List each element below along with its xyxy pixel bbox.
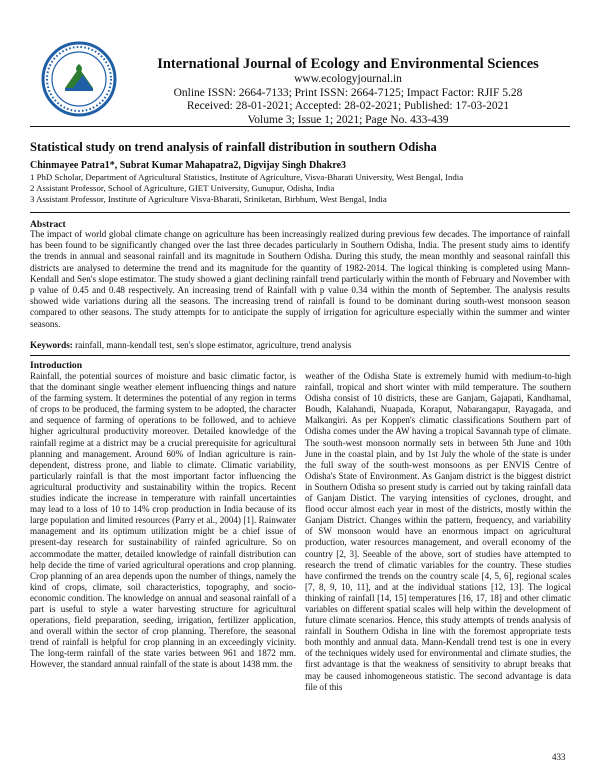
volume-line: Volume 3; Issue 1; 2021; Page No. 433-439 bbox=[247, 113, 449, 126]
article-title: Statistical study on trend analysis of rainfall distribution in southern Odisha bbox=[30, 140, 437, 154]
journal-name: International Journal of Ecology and Environmental Sciences bbox=[157, 56, 539, 72]
masthead-divider bbox=[30, 126, 570, 127]
abstract-heading: Abstract bbox=[30, 219, 66, 230]
affiliation-divider bbox=[30, 212, 570, 213]
keywords-divider bbox=[30, 355, 570, 356]
journal-masthead bbox=[128, 56, 568, 127]
author-list: Chinmayee Patra1*, Subrat Kumar Mahapatra2, Digvijay Singh Dhakre3 bbox=[30, 160, 347, 171]
keywords-label: Keywords: bbox=[30, 340, 73, 350]
keywords-text: rainfall, mann-kendall test, sen's slope estimator, agriculture, trend analysis bbox=[75, 340, 352, 350]
introduction-right-column: weather of the Odisha State is extremely humid with medium-to-high rainfall, tropical and short winter with mild temperature. The southern Odisha consist of 10 districts, these are Ganjam, Gajapati, Kandhamal, Boudh, Kalahandi, Nuapada, Koraput, Nabarangapur, Rayagada, and Malkangiri. As per Koppen's climatic classifications Southern part of Odisha comes under the AW having a tropical Savannah type of climate. The south-west monsoon normally sets in between 5th June and 10th June in the coastal plain, and by 1st July the whole of the state is under the full sway of the south-west monsoons as per ENVIS Centre of Odisha's State of Environment. As Ganjam district is the biggest district in Southern Odisha so present study is carried out by taking rainfall data of Ganjam Distict. The varying intensities of cyclones, drought, and flood occur almost each year in most of the districts, mostly within the Ganjam District. Changes within the pattern, frequency, and variability of SW monsoon would have an enormous impact on agricultural production, water resources management, and overall economy of the country [2, 3]. Seeable of the above, sort of studies have attempted to research the trend of climatic variables for the country. These studies have confirmed the trends on the country scale [4, 5, 6], regional scales [7, 8, 9, 10, 11], and at the individual stations [12, 13]. The logical thinking of rainfall [14, 15] temperatures [16, 17, 18] and other climatic variables on different spatial scales will help within the development of future climate scenarios. Hence, this study attempts of trends analysis of rainfall in Southern Odisha in line with the foremost appropriate tests both monthly and annual data. Mann-Kendall trend test is one in every of the techniques widely used for environmental and climate studies, the first advantage is that the weakness of sensitivity to abrupt breaks that may be caused inhomogeneous statistic. The second advantage is data file of this bbox=[305, 371, 571, 692]
issn-line: Online ISSN: 2664-7133; Print ISSN: 2664-7125; Impact Factor: RJIF 5.28 bbox=[173, 86, 523, 99]
dates-line: Received: 28-01-2021; Accepted: 28-02-2021; Published: 17-03-2021 bbox=[186, 100, 510, 113]
affiliation-2: 2 Assistant Professor, School of Agriculture, GIET University, Gunupur, Odisha, India bbox=[30, 183, 335, 193]
introduction-heading: Introduction bbox=[30, 360, 83, 371]
introduction-left-column: Rainfall, the potential sources of moisture and basic climatic factor, is that the dominant single weather element influencing things and nature of the farming system. It determines the potential of any region in terms of crops to be produced, the farming system to be adopted, the character and sequence of farming of operations to be followed, and to achieve higher agricultural productivity moreover. Detailed knowledge of the rainfall regime at a district may be a crucial prerequisite for agricultural planning and management. Around 60% of Indian agriculture is rain-dependent, distress prone, and liable to climate. Climatic variability, particularly rainfall is that the most important factor influencing the agricultural productivity and sustainability within the tropics. Recent studies indicate the increase in temperature with rainfall uncertainties may lead to a loss of 10 to 14% crop production in India because of its large population and limited resources (Parry et al., 2004) [1]. Rainwater management and its optimum utilization might be a chief issue of present-day research for sustainability of rainfed agriculture. So on accommodate the matter, detailed knowledge of rainfall distribution can help decide the time of varied agricultural operations and crop planning. Crop planning of an area depends upon the number of things, namely the kind of crops, climate, soil characteristics, topography, and socio-economic condition. The knowledge on annual and seasonal rainfall of a part is useful to style a water harvesting structure for agricultural operations, field preparation, seeding, irrigation, fertilizer application, and overall within the sector of crop planning. Therefore, the seasonal trend of rainfall is helpful for crop planning in an exceedingly vicinity. The long-term rainfall of the state varies between 961 and 1872 mm. However, the standard annual rainfall of the state is about 1438 mm. the bbox=[30, 371, 296, 670]
affiliation-1: 1 PhD Scholar, Department of Agricultural Statistics, Institute of Agriculture, Visva-Bharati University, West Bengal, India bbox=[30, 172, 464, 182]
journal-seal-icon bbox=[30, 40, 128, 118]
keywords-line bbox=[30, 340, 570, 350]
affiliation-3: 3 Assistant Professor, Institute of Agriculture Visva-Bharati, Sriniketan, Birbhum, West Bengal, India bbox=[30, 194, 387, 204]
journal-website[interactable]: www.ecologyjournal.in bbox=[294, 73, 402, 85]
page-number: 433 bbox=[552, 752, 566, 762]
abstract-body: The impact of world global climate change on agriculture has been increasingly realized during previous few decades. The importance of rainfall has been found to be significantly changed over the last three decades particularly in Southern Odisha, India. The present study aims to identify the trends in annual and seasonal rainfall and its magnitude in Southern Odisha. During this study, the mean monthly and seasonal rainfall this districts are analysed to determine the trend and its magnitude for the quantity of 1982-2014. The logical thinking is completed using Mann-Kendall and Sen's slope estimator. The study showed a giant declining rainfall trend particularly within the month of February and November with p value of 0.45 and 0.48 respectively. An increasing trend of Rainfall with p value 0.34 within the month of September. The analysis results showed wide variations during all the seasons. The increasing trend of rainfall is found to be dominant during south-west monsoon season compared to other seasons. The study attempts for to anticipate the supply of irrigation for agriculture especially within the summer and winter seasons. bbox=[30, 229, 570, 329]
